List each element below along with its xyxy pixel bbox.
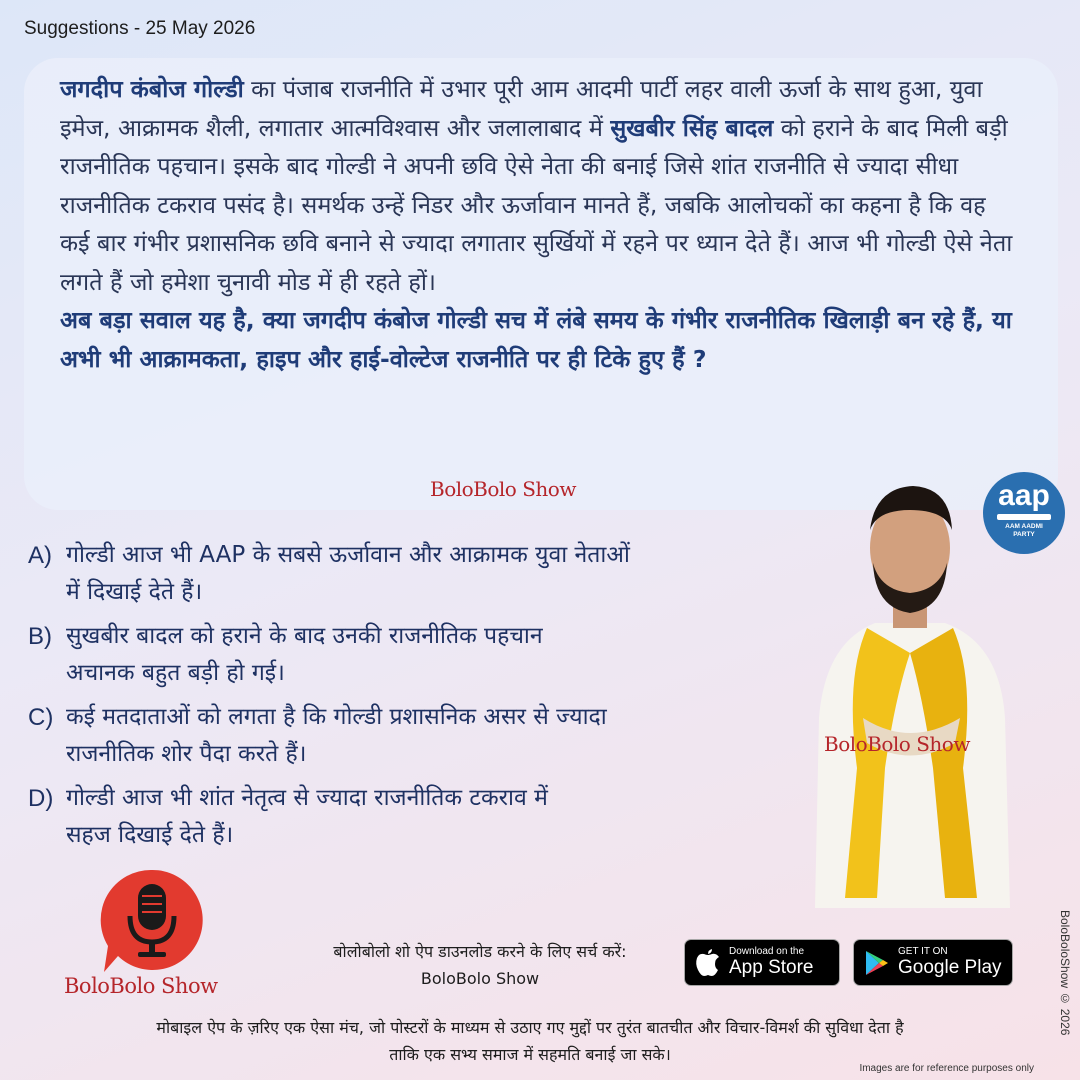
- option-letter: A): [28, 542, 52, 569]
- option-text: राजनीतिक शोर पैदा करते हैं।: [66, 741, 307, 767]
- google-play-icon: [864, 949, 890, 977]
- footer-line: ताकि एक सभ्य समाज में सहमति बनाई जा सके।: [389, 1045, 671, 1064]
- download-app-name: BoloBolo Show: [420, 969, 540, 988]
- option-d[interactable]: [28, 780, 808, 854]
- footer-description: [20, 1014, 1040, 1068]
- option-text: गोल्डी आज भी शांत नेतृत्व से ज्यादा राजनीतिक टकराव में: [66, 785, 548, 811]
- apple-icon: [695, 948, 721, 978]
- party-logo: [983, 472, 1065, 554]
- copyright-notice: BoloBoloShow © 2026: [1058, 910, 1072, 1036]
- opponent-name: सुखबीर सिंह बादल: [610, 113, 774, 142]
- intro-part1: का पंजाब राजनीति में उभार पूरी आम आदमी पार्टी लहर वाली ऊर्जा के साथ हुआ, युवा इमेज, आक्रामक शैली, लगातार आत्मविश्वास और जलालाबाद में: [60, 75, 983, 142]
- watermark-text: BoloBolo Show: [430, 477, 576, 501]
- intro-paragraph: [60, 70, 1022, 301]
- party-logo-text: aap: [998, 478, 1050, 512]
- brand-name: BoloBolo Show: [64, 974, 218, 998]
- option-text: सुखबीर बादल को हराने के बाद उनकी राजनीतिक पहचान: [66, 623, 543, 649]
- option-text: अचानक बहुत बड़ी हो गई।: [66, 660, 285, 686]
- app-store-small-text: Download on the: [729, 946, 805, 957]
- option-c[interactable]: [28, 699, 808, 773]
- disclaimer: Images are for reference purposes only: [859, 1063, 1034, 1074]
- google-play-button[interactable]: [853, 939, 1013, 986]
- intro-part2: को हराने के बाद मिली बड़ी राजनीतिक पहचान। इसके बाद गोल्डी ने अपनी छवि ऐसे नेता की बनाई जिसे शांत राजनीति से ज्यादा सीधा राजनीतिक टकराव पसंद है। समर्थक उन्हें निडर और ऊर्जावान मानते हैं, जबकि आलोचकों का कहना है कि वह कई बार गंभीर प्रशासनिक छवि बनाने से ज्यादा लगातार सुर्खियों में रहने पर ध्यान देते हैं। आज भी गोल्डी ऐसे नेता लगते हैं जो हमेशा चुनावी मोड में ही रहते हों।: [60, 113, 1013, 296]
- broom-icon: [997, 514, 1051, 520]
- app-store-button[interactable]: [684, 939, 840, 986]
- option-letter: B): [28, 623, 52, 650]
- options-list: [28, 537, 808, 861]
- download-prompt-line: बोलोबोलो शो ऐप डाउनलोड करने के लिए सर्च करें:: [333, 942, 627, 961]
- option-text: में दिखाई देते हैं।: [66, 579, 203, 605]
- option-a[interactable]: [28, 537, 808, 611]
- download-prompt: [290, 938, 670, 992]
- date-label: Suggestions - 25 May 2026: [24, 18, 256, 39]
- option-text: कई मतदाताओं को लगता है कि गोल्डी प्रशासनिक असर से ज्यादा: [66, 704, 607, 730]
- option-letter: D): [28, 785, 54, 812]
- party-logo-subtitle: AAM AADMI PARTY: [1005, 522, 1043, 538]
- option-letter: C): [28, 704, 54, 731]
- microphone-icon: [98, 866, 206, 976]
- main-question: अब बड़ा सवाल यह है, क्या जगदीप कंबोज गोल्डी सच में लंबे समय के गंभीर राजनीतिक खिलाड़ी बन रहे हैं, या अभी भी आक्रामकता, हाइप और हाई-वोल्टेज राजनीति पर ही टिके हुए हैं ?: [60, 306, 1012, 373]
- option-b[interactable]: [28, 618, 808, 692]
- app-store-label: App Store: [729, 957, 814, 978]
- option-text: गोल्डी आज भी AAP के सबसे ऊर्जावान और आक्रामक युवा नेताओं: [66, 542, 630, 568]
- politician-photo: [805, 468, 1015, 908]
- option-text: सहज दिखाई देते हैं।: [66, 822, 234, 848]
- google-play-small-text: GET IT ON: [898, 946, 948, 957]
- question-card: [24, 58, 1058, 510]
- watermark-text: BoloBolo Show: [824, 732, 970, 756]
- politician-name: जगदीप कंबोज गोल्डी: [60, 75, 244, 103]
- footer-line: मोबाइल ऐप के ज़रिए एक ऐसा मंच, जो पोस्टरों के माध्यम से उठाए गए मुद्दों पर तुरंत बातचीत और विचार-विमर्श की सुविधा देता है: [156, 1018, 904, 1037]
- google-play-label: Google Play: [898, 957, 1002, 978]
